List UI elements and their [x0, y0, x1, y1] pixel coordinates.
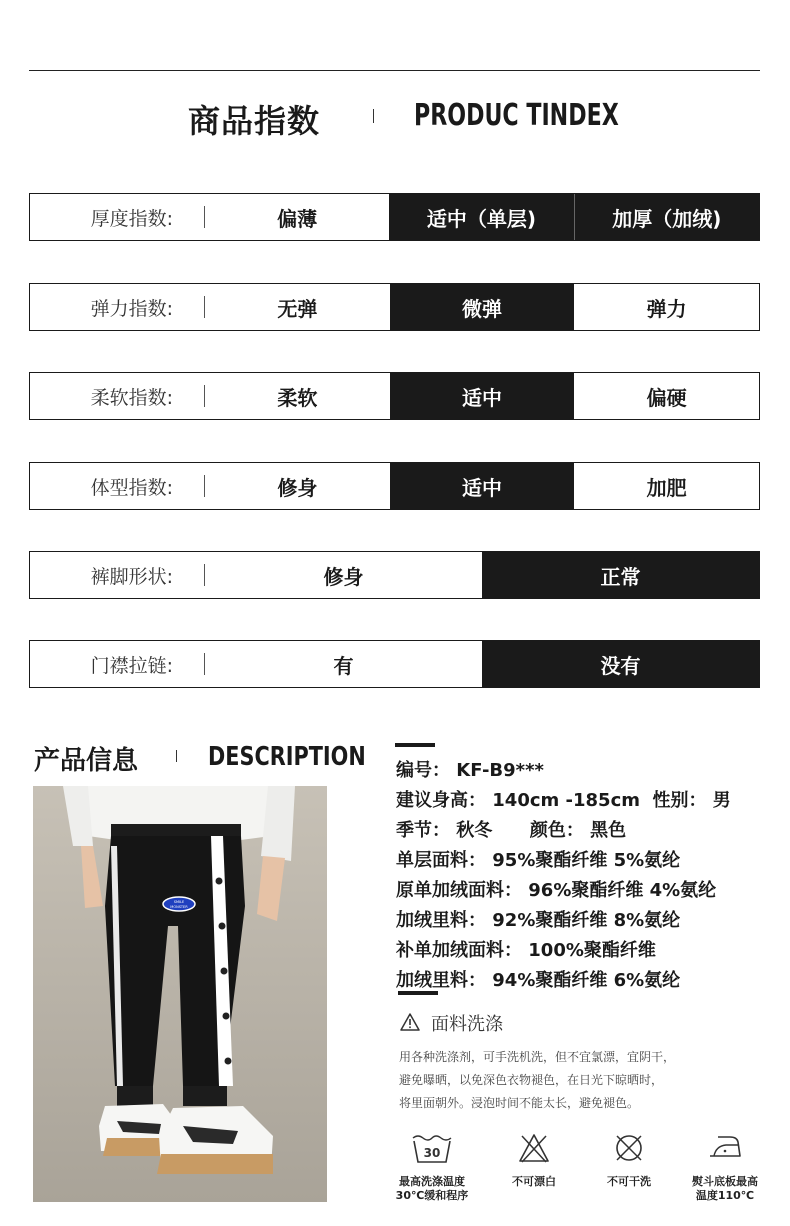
index-option-selected: 没有: [482, 641, 759, 687]
spec-line: 补单加绒面料： 100%聚酯纤维: [396, 940, 656, 961]
product-photo-illustration: [33, 786, 327, 1202]
wash-temperature: 30: [423, 1146, 441, 1160]
index-row-fit: [29, 462, 760, 510]
index-row-elasticity: [29, 283, 760, 331]
index-label: 体型指数:: [30, 463, 205, 509]
product-info-title-cn: 产品信息: [34, 746, 139, 776]
index-option: 加肥: [646, 475, 687, 500]
index-row-hem-shape: [29, 551, 760, 599]
index-option-selected: 加厚（加绒): [574, 194, 759, 240]
warning-icon: [399, 1012, 421, 1032]
index-option-selected: 适中: [390, 463, 575, 509]
index-label: 裤脚形状:: [30, 552, 205, 598]
care-caption-line: 温度110℃: [695, 1189, 755, 1202]
index-row-softness: [29, 372, 760, 420]
index-option: 弹力: [646, 296, 687, 321]
section-title-cn: 商品指数: [188, 102, 321, 140]
care-title: 面料洗涤: [431, 1014, 503, 1035]
care-text-line: 用各种洗涤剂，可手洗机洗，但不宜氯漂，宜阴干，: [399, 1050, 676, 1064]
section-title-en: PRODUC TINDEX: [414, 98, 619, 133]
care-caption-iron: [680, 1175, 770, 1203]
index-option: 偏薄: [277, 206, 318, 231]
no-bleach-icon: [518, 1132, 550, 1164]
index-option-selected: 适中: [390, 373, 575, 419]
spec-line: 建议身高： 140cm -185cm 性别： 男: [396, 790, 731, 811]
index-label: 门襟拉链:: [30, 641, 205, 687]
index-option: 修身: [277, 475, 318, 500]
spec-line: 季节： 秋冬 颜色： 黑色: [396, 820, 627, 841]
top-divider: [29, 70, 760, 71]
care-caption-no-dry-clean: [591, 1175, 667, 1189]
care-caption-line: 不可漂白: [512, 1175, 556, 1188]
spec-line: 加绒里料： 94%聚酯纤维 6%氨纶: [396, 970, 681, 991]
no-dry-clean-icon: [613, 1132, 645, 1164]
index-row-thickness: [29, 193, 760, 241]
index-label: 厚度指数:: [30, 194, 205, 240]
index-label: 柔软指数:: [30, 373, 205, 419]
care-caption-line: 最高洗涤温度: [399, 1175, 465, 1188]
care-text-line: 避免曝晒，以免深色衣物褪色，在日光下晾晒时，: [399, 1073, 664, 1087]
index-option-selected: 微弹: [390, 284, 575, 330]
iron-icon: [708, 1132, 742, 1162]
index-option: 有: [333, 653, 354, 678]
patch-text: MONSTER: [170, 905, 188, 909]
index-option: 修身: [323, 564, 364, 589]
care-caption-line: 30℃缓和程序: [395, 1189, 469, 1202]
index-option: 柔软: [277, 385, 318, 410]
index-option: 偏硬: [646, 385, 687, 410]
index-row-zipper: [29, 640, 760, 688]
spec-bar-top: [395, 743, 435, 747]
spec-line: 编号： KF-B9***: [396, 760, 544, 781]
care-text-line: 将里面朝外。浸泡时间不能太长，避免褪色。: [399, 1096, 640, 1110]
care-caption-no-bleach: [496, 1175, 572, 1189]
spec-bar-bottom: [398, 991, 438, 995]
spec-line: 单层面料： 95%聚酯纤维 5%氨纶: [396, 850, 681, 871]
care-caption-line: 不可干洗: [607, 1175, 651, 1188]
index-option-selected: 适中（单层): [389, 194, 573, 240]
title-separator: [176, 750, 177, 762]
care-caption-line: 熨斗底板最高: [692, 1175, 758, 1188]
wash-30-icon: [410, 1132, 454, 1166]
index-option: 无弹: [277, 296, 318, 321]
index-option-selected: 正常: [482, 552, 759, 598]
patch-text: SMILE: [173, 900, 185, 904]
spec-line: 加绒里料： 92%聚酯纤维 8%氨纶: [396, 910, 681, 931]
product-info-title-en: DESCRIPTION: [208, 742, 366, 772]
care-caption-wash: [388, 1175, 476, 1203]
spec-line: 原单加绒面料： 96%聚酯纤维 4%氨纶: [396, 880, 717, 901]
index-label: 弹力指数:: [30, 284, 205, 330]
product-photo: [33, 786, 327, 1202]
title-separator: [373, 109, 374, 123]
